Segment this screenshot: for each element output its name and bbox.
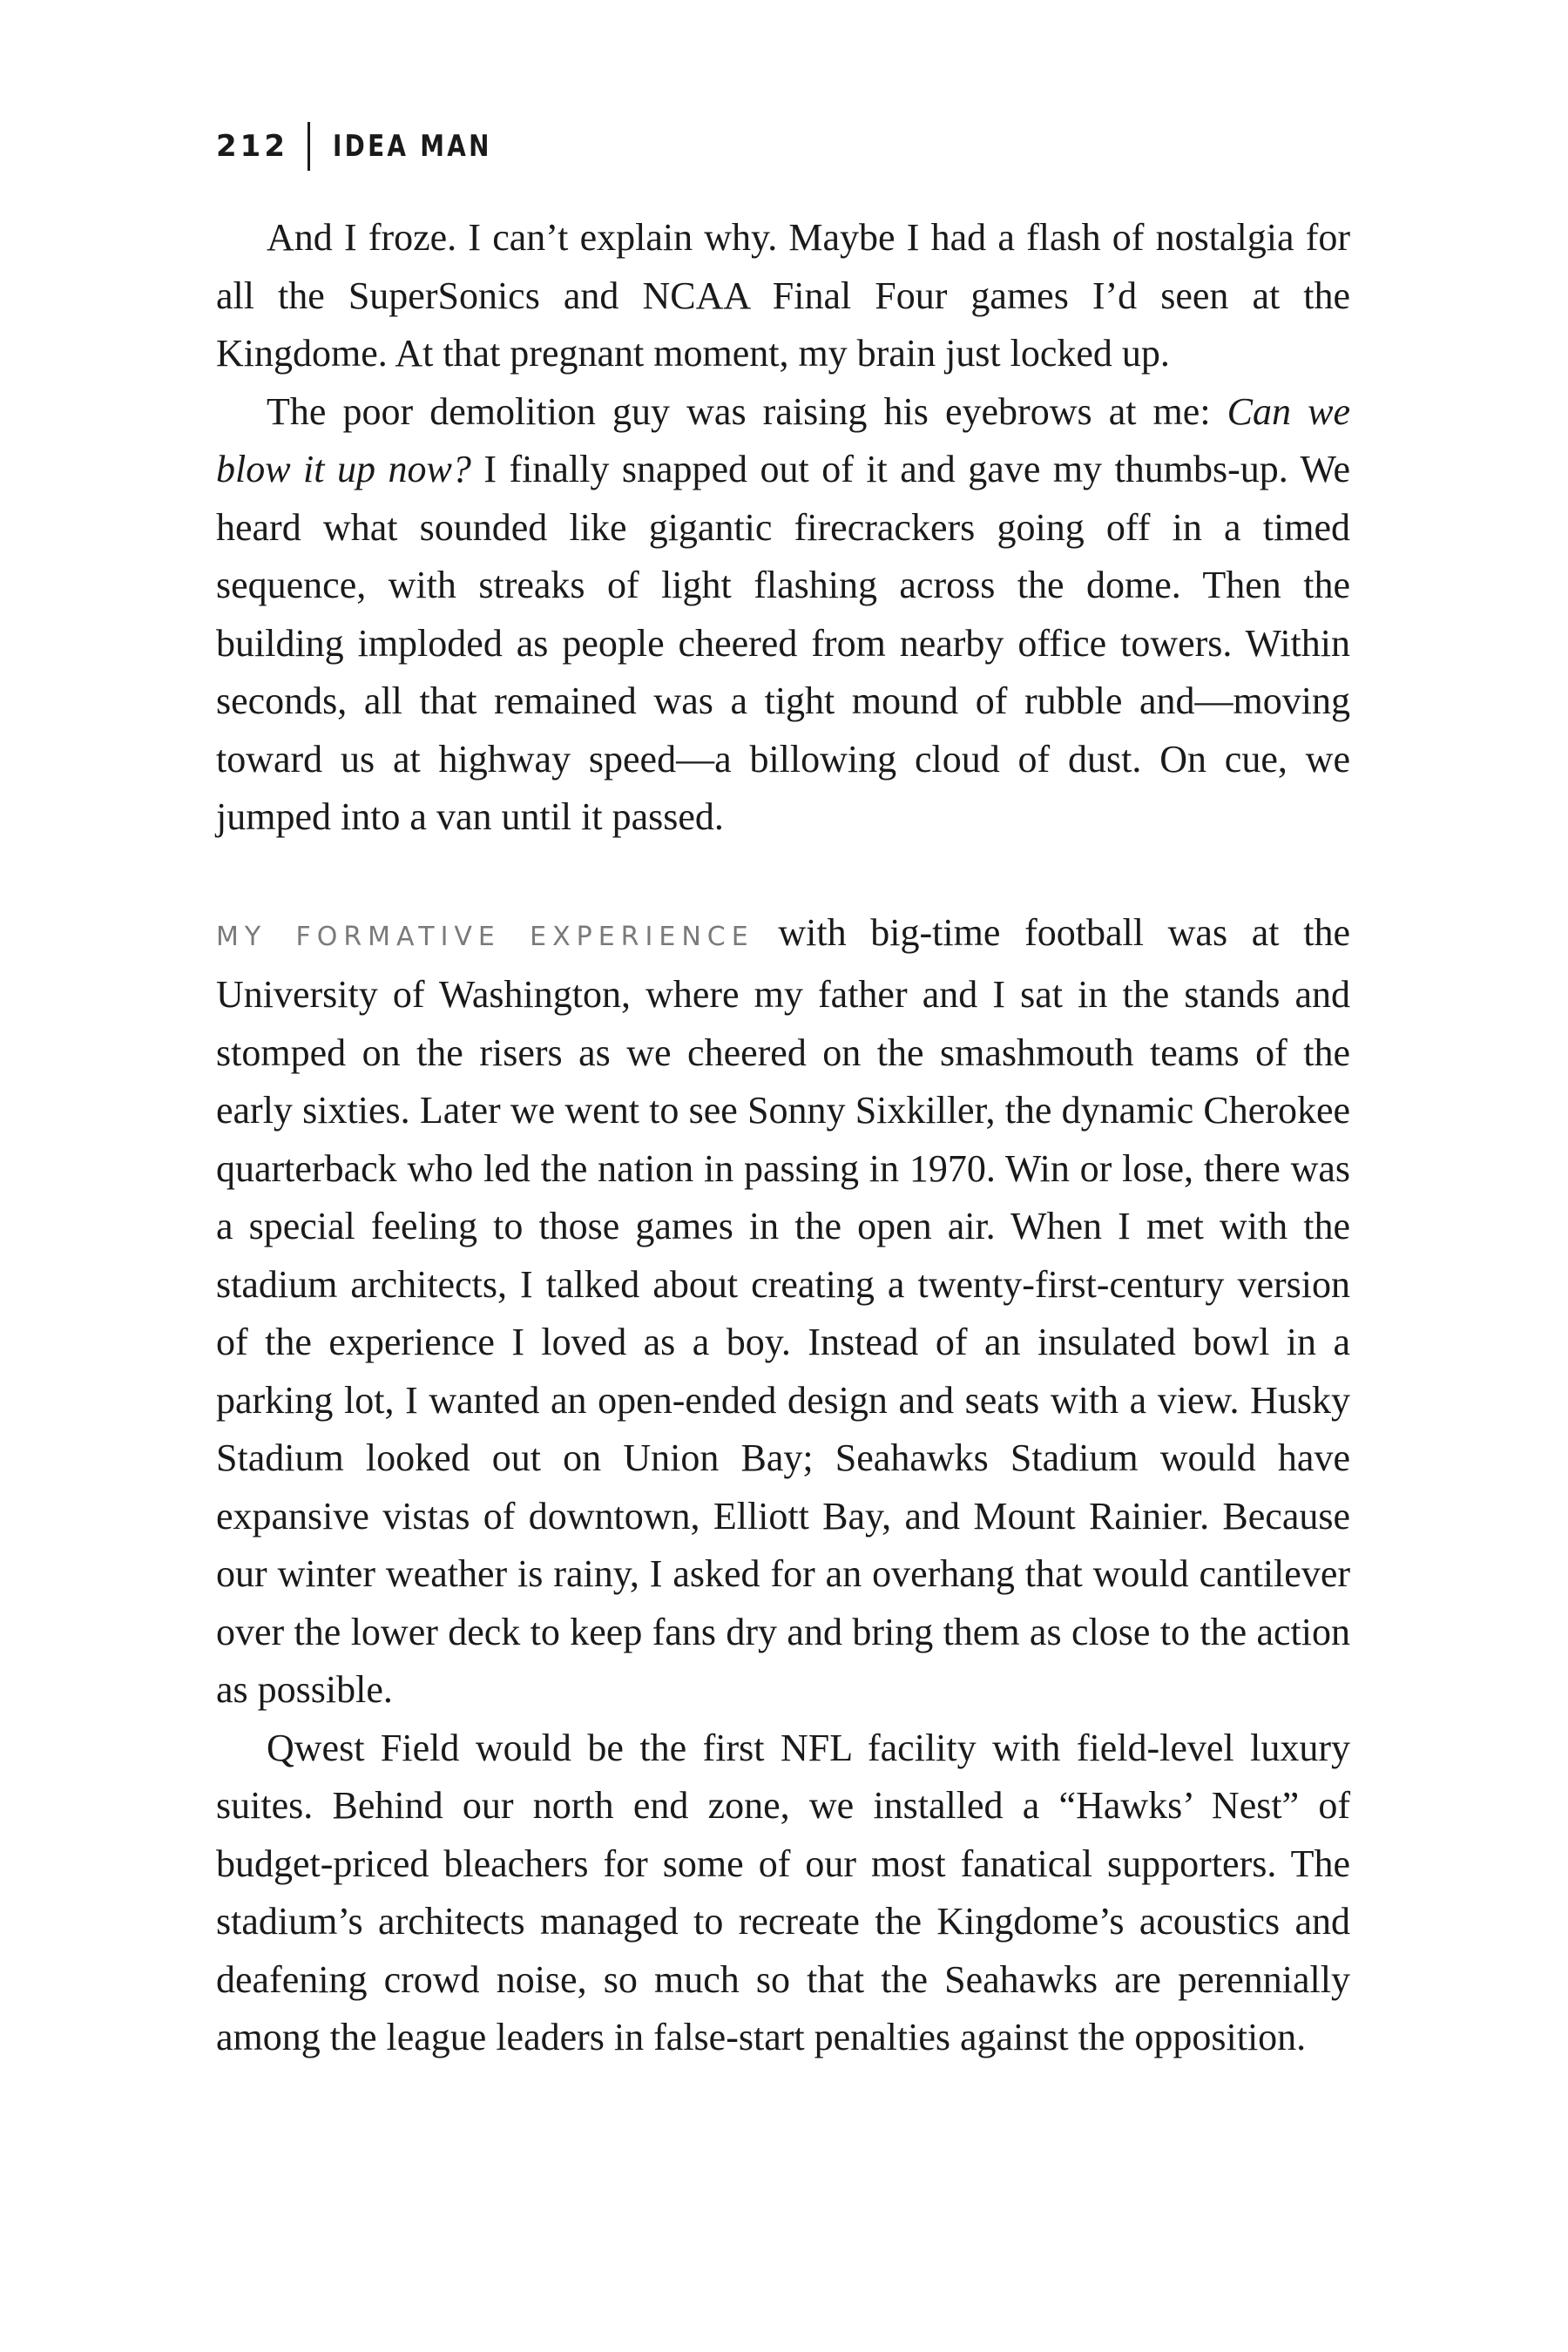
paragraph-1 — [216, 209, 1350, 383]
running-head — [216, 120, 527, 172]
section-lead-in: MY FORMATIVE EXPERIENCE — [216, 921, 754, 952]
paragraph-2-after: I finally snapped out of it and gave my thumbs-up. We heard what sounded like gigantic firecrackers going off in a timed sequence, with streaks of light flashing across the dome. Then the building imploded as people cheered from nearby office towers. Within seconds, all that remained was a tight mound of rubble and—moving toward us at highway speed—a billowing cloud of dust. On cue, we jumped into a van until it passed. — [216, 448, 1351, 838]
paragraph-3-text: with big-time football was at the University of Washington, where my father and I sat in the stands and stomped on the risers as we cheered on the smashmouth teams of the early sixties. Later we went to see Sonny Sixkiller, the dynamic Cherokee quarterback who led the nation in passing in 1970. Win or lose, there was a special feeling to those games in the open air. When I met with the stadium architects, I talked about creating a twenty-first-century version of the experience I loved as a boy. Instead of an insulated bowl in a parking lot, I wanted an open-ended design and seats with a view. Husky Stadium looked out on Union Bay; Seahawks Stadium would have expansive vistas of downtown, Elliott Bay, and Mount Rainier. Because our winter weather is rainy, I asked for an overhang that would cantilever over the lower deck to keep fans dry and bring them as close to the action as possible. — [216, 910, 1350, 1711]
paragraph-3 — [216, 904, 1350, 1720]
paragraph-2-italic: Can we blow it up now? — [216, 389, 1350, 490]
page-number: 212 — [216, 129, 288, 164]
running-head-divider — [308, 122, 310, 171]
paragraph-4-text: Qwest Field would be the first NFL facility with field-level luxury suites. Behind our north end zone, we installed a “Hawks’ Nest” of budget-priced bleachers for some of our most fanatical supporters. The stadium’s architects managed to recreate the Kingdome’s acoustics and deafening crowd noise, so much so that the Seahawks are perennially among the league leaders in false-start penalties against the opposition. — [216, 1726, 1350, 2058]
paragraph-4 — [216, 1720, 1350, 2067]
paragraph-1-text: And I froze. I can’t explain why. Maybe I had a flash of nostalgia for all the SuperSonics and NCAA Final Four games I’d seen at the Kingdome. At that pregnant moment, my brain just locked up. — [216, 216, 1350, 375]
body-text — [216, 209, 1350, 2067]
book-title: IDEA MAN — [332, 129, 492, 164]
paragraph-2 — [216, 383, 1350, 847]
paragraph-2-before: The poor demolition guy was raising his eyebrows at me: — [267, 389, 1227, 433]
